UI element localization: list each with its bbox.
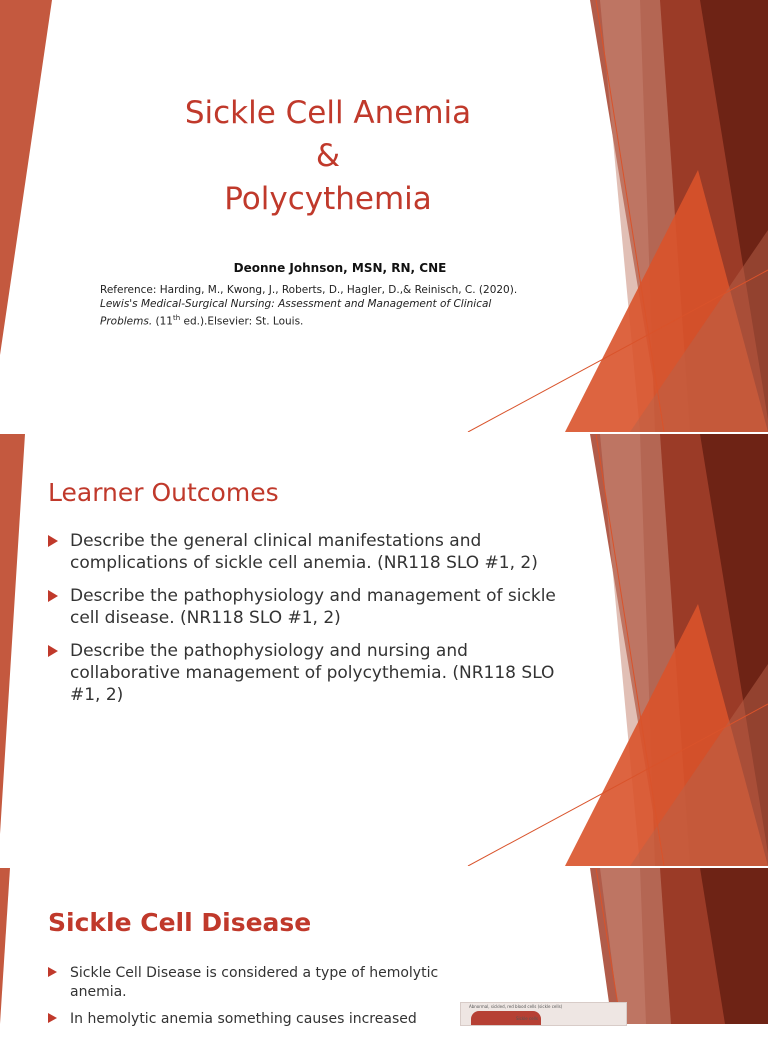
list-item: [48, 964, 448, 1002]
left-accent-shape: [0, 0, 52, 355]
left-accent-shape: [0, 868, 10, 1024]
illustration-label-cells: Sickle cells: [516, 1016, 538, 1021]
left-accent-shape: [0, 434, 25, 834]
bullet-arrow-icon: [48, 1013, 57, 1023]
bullet-arrow-icon: [48, 645, 58, 657]
list-item-text: Describe the pathophysiology and management of sickle cell disease. (NR118 SLO #1, 2): [70, 586, 556, 628]
reference-citation: [100, 283, 540, 329]
illustration-label-top: Abnormal, sickled, red blood cells (sickle cells): [469, 1004, 563, 1009]
list-item-text: Describe the general clinical manifestations and complications of sickle cell anemia. (NR118 SLO #1, 2): [70, 531, 538, 573]
sickle-cell-illustration: [460, 1002, 627, 1026]
reference-edition-post: ed.).Elsevier: St. Louis.: [180, 315, 304, 328]
bullet-arrow-icon: [48, 967, 57, 977]
learner-outcomes-heading: Learner Outcomes: [48, 478, 279, 507]
list-item: [48, 1010, 448, 1029]
list-item: [48, 530, 568, 574]
slide-1: [0, 0, 768, 432]
presentation-title: [100, 92, 556, 221]
reference-edition-pre: (11: [152, 315, 173, 328]
list-item: [48, 640, 568, 706]
title-line-2: &: [315, 138, 341, 174]
author-name: Deonne Johnson, MSN, RN, CNE: [233, 261, 447, 275]
title-line-1: Sickle Cell Anemia: [184, 95, 472, 131]
sickle-cell-disease-heading: Sickle Cell Disease: [48, 908, 312, 937]
bullet-arrow-icon: [48, 535, 58, 547]
title-line-3: Polycythemia: [224, 181, 432, 217]
sickle-cell-list: [48, 964, 448, 1037]
list-item-text: Sickle Cell Disease is considered a type of hemolytic anemia.: [70, 965, 439, 1000]
list-item-text: In hemolytic anemia something causes increased: [70, 1011, 417, 1027]
bullet-arrow-icon: [48, 590, 58, 602]
reference-book-title: Lewis's Medical-Surgical Nursing: Assessment and Management of Clinical Problems.: [100, 298, 492, 328]
reference-edition-sup: th: [172, 314, 181, 322]
reference-prefix: Reference: Harding, M., Kwong, J., Roberts, D., Hagler, D.,& Reinisch, C. (2020).: [100, 284, 518, 296]
learner-outcomes-list: [48, 530, 568, 717]
list-item-text: Describe the pathophysiology and nursing and collaborative management of polycythemia. (NR118 SLO #1, 2): [70, 641, 555, 705]
list-item: [48, 585, 568, 629]
